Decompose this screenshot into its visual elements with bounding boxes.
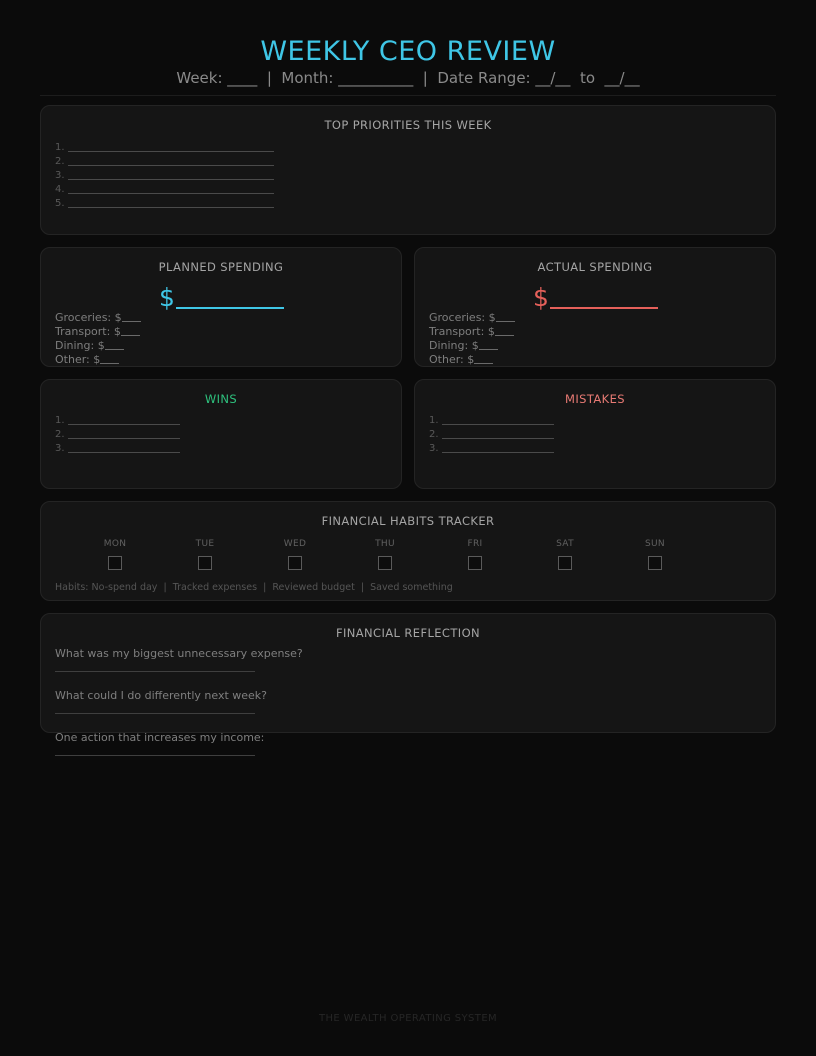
day-fri bbox=[455, 539, 495, 570]
category-label: Dining: $ bbox=[429, 339, 479, 352]
actual-total-field[interactable] bbox=[533, 283, 658, 312]
planned-spending-card bbox=[40, 247, 402, 367]
priority-line-1[interactable] bbox=[55, 141, 274, 155]
wins-list bbox=[55, 414, 180, 456]
day-tue bbox=[185, 539, 225, 570]
day-mon bbox=[95, 539, 135, 570]
habits-tracker-title: FINANCIAL HABITS TRACKER bbox=[321, 514, 495, 528]
day-sat bbox=[545, 539, 585, 570]
win-number: 2. bbox=[55, 429, 65, 440]
checkbox-sat[interactable] bbox=[558, 556, 572, 570]
priority-line-5[interactable] bbox=[55, 197, 274, 211]
priority-number: 3. bbox=[55, 170, 65, 181]
planned-category-row[interactable] bbox=[55, 353, 141, 367]
win-line-1[interactable] bbox=[55, 414, 180, 428]
actual-category-row[interactable] bbox=[429, 325, 515, 339]
habits-legend: Habits: No-spend day | Tracked expenses | Reviewed budget | Saved something bbox=[55, 582, 453, 593]
mistake-number: 1. bbox=[429, 415, 439, 426]
actual-spending-card bbox=[414, 247, 776, 367]
reflection-question-1 bbox=[55, 647, 303, 672]
day-label: SAT bbox=[556, 539, 574, 549]
checkbox-wed[interactable] bbox=[288, 556, 302, 570]
category-label: Dining: $ bbox=[55, 339, 105, 352]
question-text: What could I do differently next week? bbox=[55, 689, 268, 702]
actual-currency: $ bbox=[533, 283, 549, 312]
day-label: WED bbox=[283, 539, 307, 549]
question-text: What was my biggest unnecessary expense? bbox=[55, 647, 303, 660]
planned-category-row[interactable] bbox=[55, 339, 141, 353]
mistake-number: 3. bbox=[429, 443, 439, 454]
priorities-title: TOP PRIORITIES THIS WEEK bbox=[324, 118, 492, 132]
actual-category-row[interactable] bbox=[429, 311, 515, 325]
priority-number: 5. bbox=[55, 198, 65, 209]
header-divider bbox=[40, 95, 776, 96]
planned-category-row[interactable] bbox=[55, 311, 141, 325]
planned-total-field[interactable] bbox=[159, 283, 284, 312]
habits-tracker-card bbox=[40, 501, 776, 601]
category-label: Transport: $ bbox=[429, 325, 495, 338]
reflection-card bbox=[40, 613, 776, 733]
mistakes-list bbox=[429, 414, 554, 456]
category-label: Groceries: $ bbox=[55, 311, 122, 324]
day-thu bbox=[365, 539, 405, 570]
win-number: 3. bbox=[55, 443, 65, 454]
wins-card bbox=[40, 379, 402, 489]
answer-line[interactable] bbox=[55, 713, 255, 714]
actual-category-row[interactable] bbox=[429, 339, 515, 353]
day-sun bbox=[635, 539, 675, 570]
priority-number: 2. bbox=[55, 156, 65, 167]
day-label: FRI bbox=[467, 539, 483, 549]
reflection-question-3 bbox=[55, 731, 264, 756]
priority-line-3[interactable] bbox=[55, 169, 274, 183]
priority-line-2[interactable] bbox=[55, 155, 274, 169]
actual-categories bbox=[429, 311, 515, 367]
actual-spending-title: ACTUAL SPENDING bbox=[537, 260, 653, 274]
day-label: MON bbox=[103, 539, 127, 549]
mistake-number: 2. bbox=[429, 429, 439, 440]
reflection-title: FINANCIAL REFLECTION bbox=[335, 626, 481, 640]
day-label: THU bbox=[375, 539, 395, 549]
priorities-list bbox=[55, 141, 274, 211]
answer-line[interactable] bbox=[55, 671, 255, 672]
category-label: Transport: $ bbox=[55, 325, 121, 338]
category-label: Other: $ bbox=[429, 353, 475, 366]
checkbox-mon[interactable] bbox=[108, 556, 122, 570]
checkbox-tue[interactable] bbox=[198, 556, 212, 570]
page-title: WEEKLY CEO REVIEW bbox=[260, 36, 556, 67]
planned-categories bbox=[55, 311, 141, 367]
day-label: SUN bbox=[645, 539, 665, 549]
category-label: Other: $ bbox=[55, 353, 101, 366]
checkbox-fri[interactable] bbox=[468, 556, 482, 570]
footer-brand: THE WEALTH OPERATING SYSTEM bbox=[318, 1013, 498, 1024]
priority-number: 4. bbox=[55, 184, 65, 195]
planned-currency: $ bbox=[159, 283, 175, 312]
planned-category-row[interactable] bbox=[55, 325, 141, 339]
mistakes-title: MISTAKES bbox=[565, 392, 625, 406]
actual-category-row[interactable] bbox=[429, 353, 515, 367]
day-label: TUE bbox=[195, 539, 215, 549]
priority-number: 1. bbox=[55, 142, 65, 153]
wins-title: WINS bbox=[204, 392, 238, 406]
question-text: One action that increases my income: bbox=[55, 731, 265, 744]
category-label: Groceries: $ bbox=[429, 311, 496, 324]
win-number: 1. bbox=[55, 415, 65, 426]
mistake-line-3[interactable] bbox=[429, 442, 554, 456]
priority-line-4[interactable] bbox=[55, 183, 274, 197]
mistakes-card bbox=[414, 379, 776, 489]
day-wed bbox=[275, 539, 315, 570]
win-line-3[interactable] bbox=[55, 442, 180, 456]
week-meta-line: Week: ____ | Month: __________ | Date Range: __/__ to __/__ bbox=[176, 69, 640, 87]
planned-spending-title: PLANNED SPENDING bbox=[158, 260, 284, 274]
answer-line[interactable] bbox=[55, 755, 255, 756]
win-line-2[interactable] bbox=[55, 428, 180, 442]
reflection-question-2 bbox=[55, 689, 267, 714]
mistake-line-2[interactable] bbox=[429, 428, 554, 442]
checkbox-thu[interactable] bbox=[378, 556, 392, 570]
checkbox-sun[interactable] bbox=[648, 556, 662, 570]
priorities-card bbox=[40, 105, 776, 235]
mistake-line-1[interactable] bbox=[429, 414, 554, 428]
